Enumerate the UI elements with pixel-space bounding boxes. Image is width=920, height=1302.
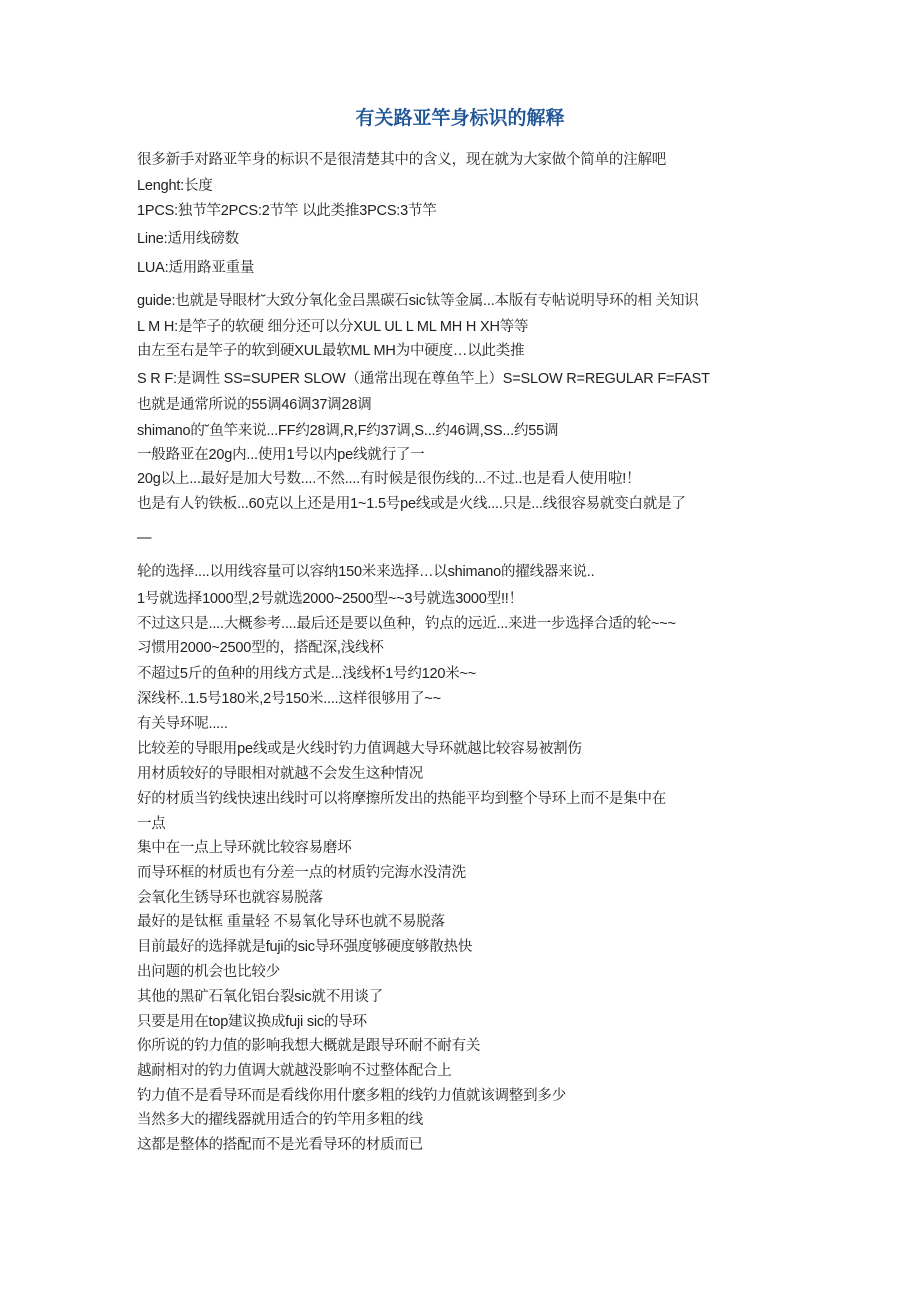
paragraph-line: 会氧化生锈导环也就容易脱落 (137, 890, 323, 906)
paragraph-line: 越耐相对的钓力值调大就越没影响不过整体配合上 (137, 1063, 452, 1079)
paragraph-line: 你所说的钓力值的影响我想大概就是跟导环耐不耐有关 (137, 1038, 481, 1054)
paragraph-line: 目前最好的选择就是fuji的sic导环强度够硬度够散热快 (137, 939, 473, 955)
paragraph-line: 用材质较好的导眼相对就越不会发生这种情况 (137, 766, 423, 782)
paragraph-line: 只要是用在top建议换成fuji sic的导环 (137, 1014, 367, 1030)
paragraph-line: 由左至右是竿子的软到硬XUL最软ML MH为中硬度…以此类推 (137, 343, 525, 359)
paragraph-line: guide:也就是导眼材˘大致分氧化金吕黑碳石sic钛等金属...本版有专帖说明导环的相 关知识 (137, 293, 699, 309)
paragraph-line: 当然多大的擢线器就用适合的钓竿用多粗的线 (137, 1112, 423, 1128)
paragraph-line: Line:适用线磅数 (137, 231, 239, 247)
paragraph-line: 习惯用2000~2500型的，搭配深,浅线杯 (137, 640, 384, 656)
paragraph-line: 其他的黑矿石氧化铝台裂sic就不用谈了 (137, 989, 383, 1005)
paragraph-line: Lenght:长度 (137, 178, 213, 194)
paragraph-line: 这都是整体的搭配而不是光看导环的材质而已 (137, 1137, 423, 1153)
paragraph-line: LUA:适用路亚重量 (137, 260, 255, 276)
document-title: 有关路亚竿身标识的解释 (355, 107, 565, 129)
paragraph-line: 好的材质当钓线快速出线时可以将摩擦所发出的热能平均到整个导环上而不是集中在 (137, 791, 667, 807)
paragraph-line: — (137, 530, 152, 546)
paragraph-line: 1PCS:独节竿2PCS:2节竿 以此类推3PCS:3节竿 (137, 203, 437, 219)
paragraph-line: 深线杯..1.5号180米,2号150米....这样很够用了~~ (137, 691, 441, 707)
paragraph-line: 20g以上...最好是加大号数....不然....有时候是很伤线的...不过..也是看人使用啦!！ (137, 471, 641, 487)
paragraph-line: 不过这只是....大概参考....最后还是要以鱼种，钓点的远近...来进一步选择合适的轮~~~ (137, 616, 676, 632)
paragraph-line: 集中在一点上导环就比较容易磨坏 (137, 840, 352, 856)
paragraph-line: 钓力值不是看导环而是看线你用什麽多粗的线钓力值就该调整到多少 (137, 1088, 566, 1104)
paragraph-line: 1号就选择1000型,2号就选2000~2500型~~3号就选3000型!!！ (137, 591, 523, 607)
paragraph-line: 不超过5斤的鱼种的用线方式是...浅线杯1号约120米~~ (137, 666, 477, 682)
paragraph-line: 有关导环呢..... (137, 716, 228, 732)
paragraph-line: 一般路亚在20g内...使用1号以内pe线就行了一 (137, 447, 425, 463)
paragraph-line: 而导环框的材质也有分差一点的材质钓完海水没清洗 (137, 865, 466, 881)
paragraph-line: S R F:是调性 SS=SUPER SLOW（通常出现在尊鱼竿上）S=SLOW R=REGULAR F=FAST (137, 371, 710, 387)
paragraph-line: 轮的选择....以用线容量可以容纳150米来选择…以shimano的擢线器来说.. (137, 564, 595, 580)
paragraph-line: 一点 (137, 816, 166, 832)
paragraph-line: 也是有人钓铁板...60克以上还是用1~1.5号pe线或是火线....只是...线很容易就变白就是了 (137, 496, 686, 512)
paragraph-line: 也就是通常所说的55调46调37调28调 (137, 397, 372, 413)
paragraph-line: L M H:是竿子的软硬 细分还可以分XUL UL L ML MH H XH等等 (137, 319, 529, 335)
paragraph-line: 比较差的导眼用pe线或是火线时钓力值调越大导环就越比较容易被割伤 (137, 741, 582, 757)
paragraph-line: 最好的是钛框 重量轻 不易氧化导环也就不易脱落 (137, 914, 445, 930)
paragraph-line: 出问题的机会也比较少 (137, 964, 280, 980)
paragraph-line: 很多新手对路亚竿身的标识不是很清楚其中的含义，现在就为大家做个简单的注解吧 (137, 152, 667, 168)
paragraph-line: shimano的˘鱼竿来说...FF约28调,R,F约37调,S...约46调,SS...约55调 (137, 423, 559, 439)
